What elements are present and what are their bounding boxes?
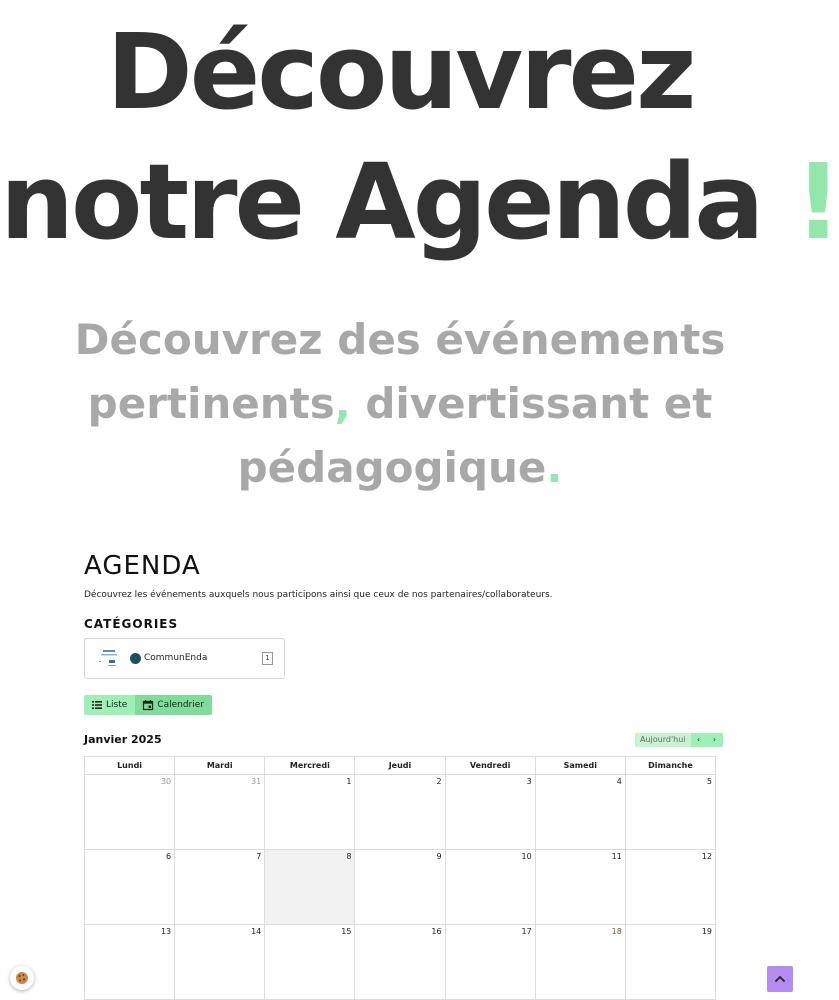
calendar-week-row (85, 925, 716, 1000)
day-number: 13 (160, 927, 172, 936)
calendar-day-cell[interactable] (445, 775, 535, 850)
day-number: 30 (160, 777, 172, 786)
hero-subtitle (40, 308, 760, 500)
calendar-week-row (85, 775, 716, 850)
day-number: 18 (611, 927, 622, 936)
previous-month-button[interactable] (691, 733, 707, 747)
cookie-settings-button[interactable] (10, 966, 34, 990)
calendar-day-cell[interactable] (535, 775, 625, 850)
calendar-day-cell[interactable] (265, 775, 355, 850)
calendar-day-cell[interactable] (85, 850, 175, 925)
calendar-navigation (635, 733, 723, 747)
calendar-day-cell[interactable] (265, 925, 355, 1000)
list-view-button[interactable] (84, 695, 135, 715)
day-number: 15 (341, 927, 352, 936)
calendar-week-row (85, 850, 716, 925)
day-number: 4 (616, 777, 622, 786)
category-count-badge: 1 (262, 652, 273, 665)
chevron-up-icon (774, 975, 786, 983)
day-number: 19 (701, 927, 712, 936)
calendar-day-cell[interactable] (175, 775, 265, 850)
calendar-day-cell[interactable] (355, 925, 445, 1000)
calendar-day-cell[interactable] (85, 925, 175, 1000)
list-icon (92, 701, 102, 709)
calendar-view-button[interactable] (135, 695, 212, 715)
weekday-header: Mardi (175, 757, 265, 775)
calendar-view-label: Calendrier (157, 700, 204, 710)
weekday-header-row (85, 757, 716, 775)
hero-exclamation: ! (794, 141, 839, 263)
view-toggle (84, 695, 212, 715)
category-color-dot (130, 653, 141, 664)
weekday-header: Vendredi (445, 757, 535, 775)
weekday-header: Lundi (85, 757, 175, 775)
calendar-day-cell[interactable] (355, 850, 445, 925)
categories-heading: CATÉGORIES (84, 617, 179, 631)
day-number: 14 (251, 927, 262, 936)
day-number: 9 (436, 852, 442, 861)
hero-title-text: notre Agenda (0, 141, 762, 263)
today-button[interactable]: Aujourd'hui (635, 733, 691, 747)
calendar-day-cell[interactable] (445, 850, 535, 925)
day-number: 8 (346, 852, 352, 861)
calendar-today-cell[interactable] (265, 850, 355, 925)
category-thumbnail-icon (97, 648, 121, 670)
next-month-button[interactable] (707, 733, 723, 747)
day-number: 3 (526, 777, 532, 786)
calendar-day-cell[interactable] (535, 850, 625, 925)
calendar-month-label: Janvier 2025 (84, 733, 162, 746)
day-number: 2 (436, 777, 442, 786)
subtitle-part1: Découvrez des événements pertinents (74, 315, 726, 428)
calendar-icon (143, 700, 153, 710)
day-number: 10 (521, 852, 532, 861)
hero-title-line2 (0, 138, 839, 266)
subtitle-period: . (546, 443, 563, 492)
calendar-day-cell[interactable] (535, 925, 625, 1000)
day-number: 31 (251, 777, 262, 786)
calendar-day-cell[interactable] (625, 775, 715, 850)
calendar-day-cell[interactable] (175, 850, 265, 925)
list-view-label: Liste (106, 700, 128, 710)
subtitle-comma: , (334, 379, 351, 428)
day-number: 12 (701, 852, 712, 861)
hero-title-line1: Découvrez (106, 11, 694, 133)
calendar-day-cell[interactable] (625, 850, 715, 925)
day-number: 1 (346, 777, 352, 786)
day-number: 17 (521, 927, 532, 936)
agenda-description: Découvrez les événements auxquels nous participons ainsi que ceux de nos partenaires/collaborateurs. (84, 590, 553, 600)
chevron-left-icon: ‹ (696, 735, 701, 744)
calendar-day-cell[interactable] (625, 925, 715, 1000)
weekday-header: Jeudi (355, 757, 445, 775)
chevron-right-icon: › (712, 735, 717, 744)
calendar-day-cell[interactable] (355, 775, 445, 850)
category-item-communenda[interactable] (84, 638, 285, 679)
calendar-day-cell[interactable] (445, 925, 535, 1000)
calendar-grid (84, 756, 716, 1000)
day-number: 5 (706, 777, 712, 786)
subtitle-part2: divertissant et pédagogique (237, 379, 713, 492)
day-number: 16 (431, 927, 442, 936)
category-name: CommunEnda (144, 653, 208, 663)
agenda-title: AGENDA (84, 551, 201, 581)
calendar-day-cell[interactable] (175, 925, 265, 1000)
calendar-day-cell[interactable] (85, 775, 175, 850)
day-number: 7 (256, 852, 262, 861)
cookie-icon (15, 971, 29, 985)
weekday-header: Dimanche (625, 757, 715, 775)
day-number: 11 (611, 852, 622, 861)
scroll-to-top-button[interactable] (767, 966, 793, 992)
weekday-header: Samedi (535, 757, 625, 775)
weekday-header: Mercredi (265, 757, 355, 775)
day-number: 6 (166, 852, 172, 861)
